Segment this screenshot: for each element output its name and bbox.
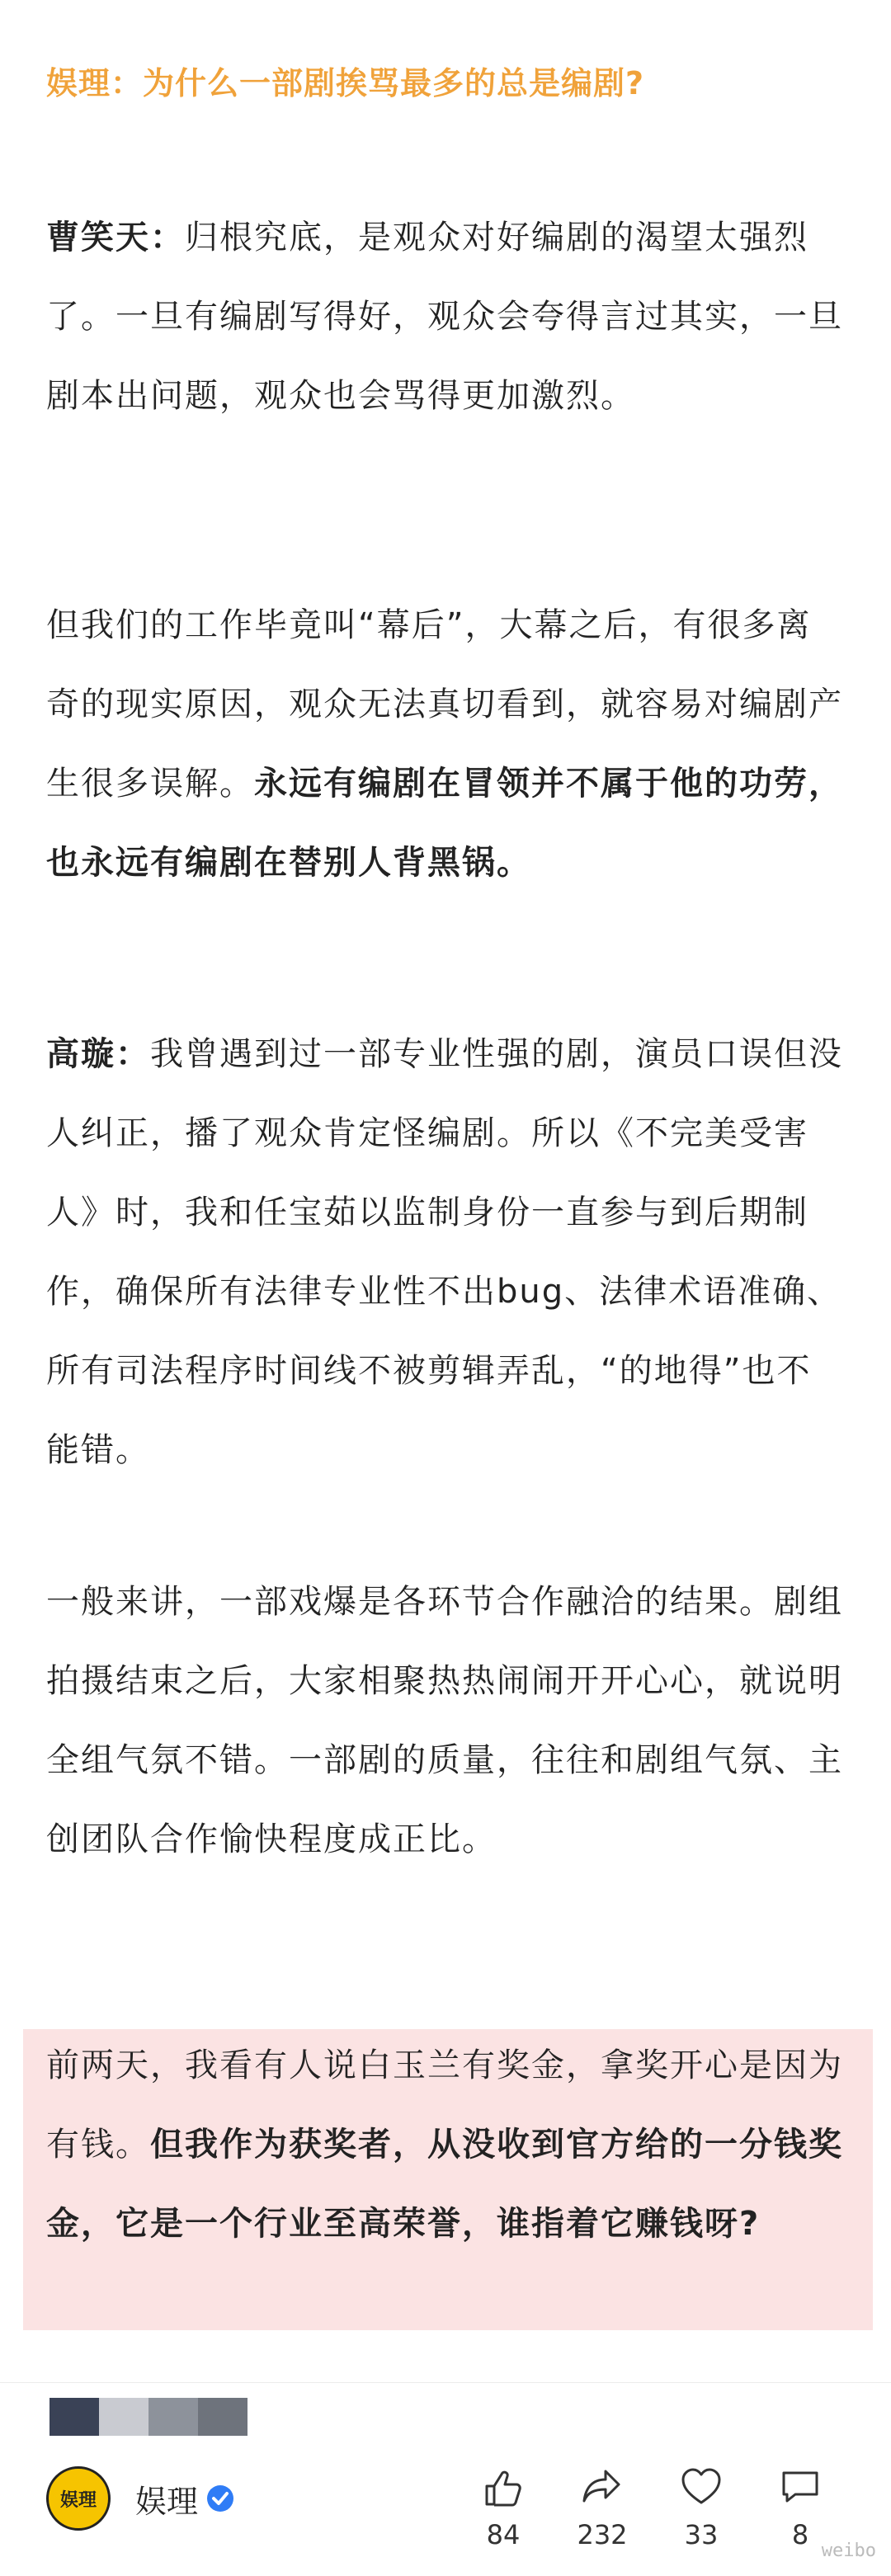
watermark: weibo — [821, 2541, 876, 2561]
share-count: 232 — [577, 2519, 628, 2550]
article-title: 娱理：为什么一部剧挨骂最多的总是编剧? — [46, 65, 645, 101]
footer-divider — [0, 2382, 891, 2383]
like-count: 84 — [486, 2519, 521, 2550]
share-button[interactable] — [561, 2465, 644, 2550]
paragraph-text: 前两天，我看有人说白玉兰有奖金，拿奖开心是因为有钱。 — [46, 2046, 843, 2164]
paragraph-bold-text: 永远有编剧在冒领并不属于他的功劳，也永远有编剧在替别人背黑锅。 — [46, 765, 843, 882]
paragraph-5 — [46, 2026, 845, 2263]
comment-button[interactable] — [759, 2465, 842, 2550]
paragraph-text: 我曾遇到过一部专业性强的剧，演员口误但没人纠正，播了观众肯定怪编剧。所以《不完美受害人》时，我和任宝茹以监制身份一直参与到后期制作，确保所有法律专业性不出bug、法律术语准确、所有司法程序时间线不被剪辑弄乱，“的地得”也不能错。 — [46, 1035, 843, 1469]
blurred-segment — [99, 2398, 148, 2436]
paragraph-bold-text: 但我作为获奖者，从没收到官方给的一分钱奖金，它是一个行业至高荣誉，谁指着它赚钱呀? — [46, 2126, 843, 2243]
paragraph-4 — [46, 1562, 845, 1879]
thumbs-up-icon — [480, 2465, 526, 2511]
heart-icon — [678, 2465, 724, 2511]
comment-bubble-icon — [777, 2465, 823, 2511]
account-row[interactable] — [46, 2466, 234, 2531]
account-name[interactable]: 娱理 — [135, 2483, 199, 2520]
blurred-segment — [148, 2398, 198, 2436]
paragraph-text: 归根究底，是观众对好编剧的渴望太强烈了。一旦有编剧写得好，观众会夸得言过其实，一旦剧本出问题，观众也会骂得更加激烈。 — [46, 219, 843, 415]
share-icon — [579, 2465, 625, 2511]
speaker-name: 曹笑天： — [46, 219, 185, 257]
speaker-name: 高璇： — [46, 1035, 150, 1073]
verified-badge-icon — [206, 2484, 234, 2512]
favorite-button[interactable] — [660, 2465, 742, 2550]
favorite-count: 33 — [684, 2519, 719, 2550]
blurred-segment — [198, 2398, 248, 2436]
paragraph-2 — [46, 586, 845, 902]
avatar[interactable]: 娱理 — [46, 2466, 111, 2531]
like-button[interactable] — [462, 2465, 544, 2550]
paragraph-text: 一般来讲，一部戏爆是各环节合作融洽的结果。剧组拍摄结束之后，大家相聚热热闹闹开开心心，就说明全组气氛不错。一部剧的质量，往往和剧组气氛、主创团队合作愉快程度成正比。 — [46, 1583, 843, 1858]
paragraph-3 — [46, 1015, 845, 1490]
paragraph-text: 但我们的工作毕竟叫“幕后”，大幕之后，有很多离奇的现实原因，观众无法真切看到，就容易对编剧产生很多误解。 — [46, 606, 843, 803]
comment-count: 8 — [791, 2519, 809, 2550]
action-bar — [462, 2465, 850, 2564]
blurred-info-bar — [50, 2398, 248, 2436]
paragraph-1 — [46, 198, 845, 436]
blurred-segment — [50, 2398, 99, 2436]
